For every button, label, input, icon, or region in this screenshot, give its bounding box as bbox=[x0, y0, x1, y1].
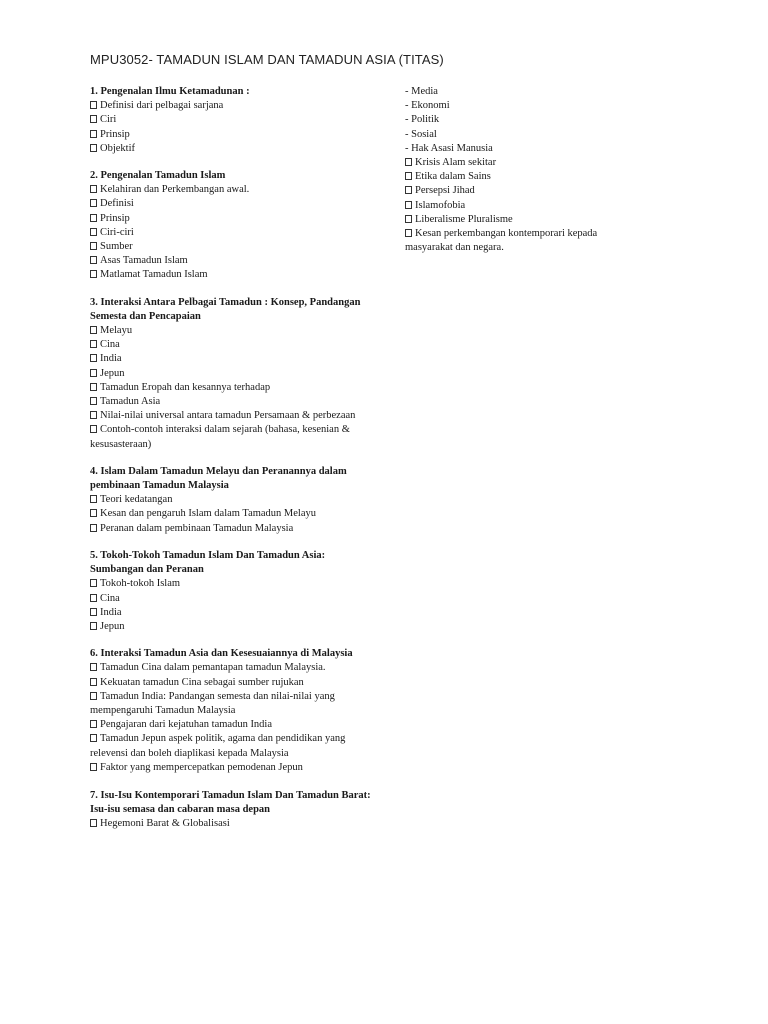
checkbox-icon bbox=[90, 720, 97, 728]
list-item: India bbox=[90, 606, 380, 620]
list-item: Tamadun Asia bbox=[90, 395, 380, 409]
section-heading: 5. Tokoh-Tokoh Tamadun Islam Dan Tamadun Asia: Sumbangan dan Peranan bbox=[90, 549, 326, 576]
list-item: Tokoh-tokoh Islam bbox=[90, 577, 380, 591]
checkbox-icon bbox=[90, 678, 97, 686]
checkbox-icon bbox=[90, 256, 97, 264]
checkbox-icon bbox=[90, 608, 97, 616]
list-item: Islamofobia bbox=[405, 199, 645, 213]
checkbox-icon bbox=[90, 425, 97, 433]
checkbox-icon bbox=[405, 186, 412, 194]
list-item: Etika dalam Sains bbox=[405, 170, 645, 184]
list-item: Prinsip bbox=[90, 212, 380, 226]
checkbox-icon bbox=[90, 819, 97, 827]
list-item: India bbox=[90, 352, 380, 366]
list-item: Cina bbox=[90, 338, 380, 352]
checkbox-icon bbox=[90, 509, 97, 517]
list-item: Tamadun Jepun aspek politik, agama dan pendidikan yang relevensi dan boleh diaplikasi kepada Malaysia bbox=[90, 733, 346, 759]
checkbox-icon bbox=[90, 594, 97, 602]
dash-item: - Sosial bbox=[405, 128, 437, 140]
checkbox-icon bbox=[90, 369, 97, 377]
list-item: Peranan dalam pembinaan Tamadun Malaysia bbox=[90, 522, 380, 536]
checkbox-icon bbox=[90, 199, 97, 207]
dash-item: - Media bbox=[405, 86, 438, 97]
dash-item: - Politik bbox=[405, 114, 440, 126]
checkbox-icon bbox=[90, 763, 97, 771]
checkbox-icon bbox=[405, 172, 412, 180]
checkbox-icon bbox=[90, 383, 97, 391]
checkbox-icon bbox=[90, 692, 97, 700]
section-5 bbox=[90, 549, 380, 634]
checkbox-icon bbox=[90, 214, 97, 222]
checkbox-icon bbox=[90, 185, 97, 193]
list-item: Objektif bbox=[90, 142, 380, 156]
section-3 bbox=[90, 296, 380, 452]
list-item: Kesan perkembangan kontemporari kepada masyarakat dan negara. bbox=[405, 228, 598, 254]
list-item: Tamadun India: Pandangan semesta dan nilai-nilai yang mempengaruhi Tamadun Malaysia bbox=[90, 690, 335, 716]
list-item: Kesan dan pengaruh Islam dalam Tamadun Melayu bbox=[90, 507, 380, 521]
checkbox-icon bbox=[90, 130, 97, 138]
checkbox-icon bbox=[90, 326, 97, 334]
checkbox-icon bbox=[90, 411, 97, 419]
list-item: Persepsi Jihad bbox=[405, 184, 645, 198]
checkbox-icon bbox=[405, 229, 412, 237]
section-1 bbox=[90, 85, 380, 156]
right-column bbox=[405, 85, 645, 255]
list-item: Matlamat Tamadun Islam bbox=[90, 268, 380, 282]
list-item: Kelahiran dan Perkembangan awal. bbox=[90, 183, 380, 197]
list-item: Ciri-ciri bbox=[90, 226, 380, 240]
checkbox-icon bbox=[90, 340, 97, 348]
checkbox-icon bbox=[90, 622, 97, 630]
checkbox-icon bbox=[90, 495, 97, 503]
left-column bbox=[90, 85, 380, 845]
checkbox-icon bbox=[90, 101, 97, 109]
list-item: Asas Tamadun Islam bbox=[90, 254, 380, 268]
checkbox-icon bbox=[90, 228, 97, 236]
dash-item: - Hak Asasi Manusia bbox=[405, 142, 493, 154]
list-item: Tamadun Cina dalam pemantapan tamadun Malaysia. bbox=[90, 661, 380, 675]
list-item: Krisis Alam sekitar bbox=[405, 156, 645, 170]
dash-item: - Ekonomi bbox=[405, 100, 450, 112]
checkbox-icon bbox=[405, 201, 412, 209]
list-item: Contoh-contoh interaksi dalam sejarah (bahasa, kesenian & kesusasteraan) bbox=[90, 424, 350, 450]
checkbox-icon bbox=[90, 397, 97, 405]
list-item: Cina bbox=[90, 592, 380, 606]
list-item: Definisi bbox=[90, 197, 380, 211]
list-item: Definisi dari pelbagai sarjana bbox=[90, 99, 380, 113]
checkbox-icon bbox=[90, 115, 97, 123]
list-item: Hegemoni Barat & Globalisasi bbox=[90, 817, 380, 831]
section-2 bbox=[90, 169, 380, 283]
checkbox-icon bbox=[90, 579, 97, 587]
list-item: Faktor yang mempercepatkan pemodenan Jepun bbox=[90, 761, 380, 775]
section-heading: 2. Pengenalan Tamadun Islam bbox=[90, 170, 226, 182]
list-item: Prinsip bbox=[90, 128, 380, 142]
section-4 bbox=[90, 465, 380, 536]
checkbox-icon bbox=[90, 144, 97, 152]
list-item: Pengajaran dari kejatuhan tamadun India bbox=[90, 718, 380, 732]
list-item: Nilai-nilai universal antara tamadun Persamaan & perbezaan bbox=[90, 409, 380, 423]
checkbox-icon bbox=[90, 242, 97, 250]
checkbox-icon bbox=[90, 663, 97, 671]
section-heading: 7. Isu-Isu Kontemporari Tamadun Islam Dan Tamadun Barat: Isu-isu semasa dan cabaran masa depan bbox=[90, 789, 371, 816]
section-7 bbox=[90, 789, 380, 832]
document-title: MPU3052- TAMADUN ISLAM DAN TAMADUN ASIA (TITAS) bbox=[90, 52, 444, 67]
list-item: Liberalisme Pluralisme bbox=[405, 213, 645, 227]
list-item: Sumber bbox=[90, 240, 380, 254]
list-item: Tamadun Eropah dan kesannya terhadap bbox=[90, 381, 380, 395]
checkbox-icon bbox=[90, 270, 97, 278]
section-heading: 1. Pengenalan Ilmu Ketamadunan : bbox=[90, 86, 250, 97]
checkbox-icon bbox=[90, 354, 97, 362]
section-heading: 3. Interaksi Antara Pelbagai Tamadun : Konsep, Pandangan Semesta dan Pencapaian bbox=[90, 296, 361, 322]
checkbox-icon bbox=[405, 158, 412, 166]
section-heading: 6. Interaksi Tamadun Asia dan Kesesuaiannya di Malaysia bbox=[90, 648, 353, 660]
list-item: Jepun bbox=[90, 367, 380, 381]
checkbox-icon bbox=[405, 215, 412, 223]
section-6 bbox=[90, 647, 380, 775]
list-item: Teori kedatangan bbox=[90, 493, 380, 507]
list-item: Jepun bbox=[90, 620, 380, 634]
list-item: Ciri bbox=[90, 113, 380, 127]
section-heading: 4. Islam Dalam Tamadun Melayu dan Peranannya dalam pembinaan Tamadun Malaysia bbox=[90, 465, 347, 492]
list-item: Kekuatan tamadun Cina sebagai sumber rujukan bbox=[90, 676, 380, 690]
list-item: Melayu bbox=[90, 324, 380, 338]
checkbox-icon bbox=[90, 524, 97, 532]
checkbox-icon bbox=[90, 734, 97, 742]
